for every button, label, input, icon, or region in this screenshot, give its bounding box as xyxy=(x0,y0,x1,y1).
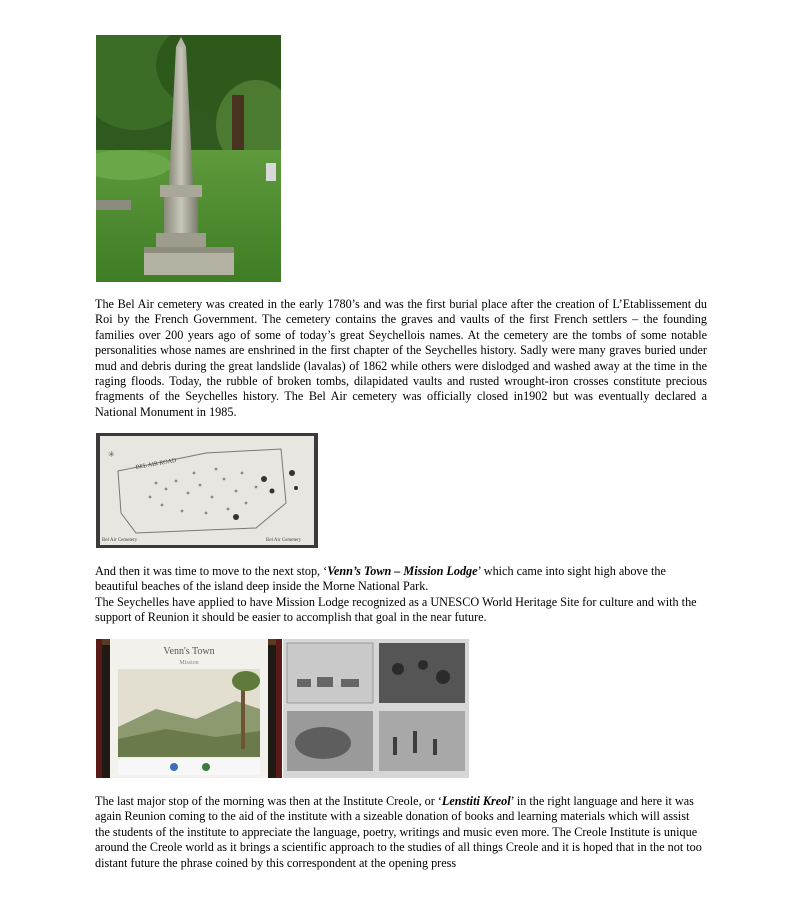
venn-subtitle: Mission xyxy=(179,660,199,666)
obelisk-illustration xyxy=(96,35,281,282)
engravings-illustration xyxy=(283,639,469,778)
p2-text-after: ’ which came into sight high above the beautiful beaches of the island deep inside the Morne National Park. xyxy=(95,564,666,594)
p2-emphasis: Venn’s Town – Mission Lodge xyxy=(327,564,478,578)
map-legend-right: Bel Air Cemetery xyxy=(266,538,302,543)
paragraph-institute-creole xyxy=(95,794,707,871)
p2-line2: The Seychelles have applied to have Mission Lodge recognized as a UNESCO World Heritage Site for culture and with the support of Reunion it should be easier to accomplish that goal in the near future. xyxy=(95,594,697,625)
venns-town-board-photo xyxy=(96,639,282,778)
map-legend-left: Bel Air Cemetery xyxy=(102,538,138,543)
cemetery-map-illustration xyxy=(96,433,318,548)
paragraph-venns-town xyxy=(95,564,707,626)
engravings-photo xyxy=(283,639,469,778)
p3-text-after: ’ in the right language and here it was again Reunion coming to the aid of the institute with a sizeable donation of books and learning materials which will assist the students of the institute to appreciate the language, poetry, writings and music even more. The Creole Institute is unique around the Creole world as it brings a scientific approach to the studies of all things Creole and it is hoped that in the not too distant future the phrase coined by this correspondent at the opening press xyxy=(95,794,702,870)
paragraph-bel-air-cemetery: The Bel Air cemetery was created in the early 1780’s and was the first burial place after the creation of L’Etablissement du Roi by the French Government. The cemetery contains the graves and vaults of the first French settlers – the founding families over 200 years ago of some of today’s great Seychellois names. At the cemetery are the tombs of some notable personalities whose names are enshrined in the first chapter of the Seychelles history. Sadly were many graves buried under mud and debris during the great landslide (lavalas) of 1862 while others were dislodged and washed away at the time in the raging floods. Today, the rubble of broken tombs, dilapidated vaults and rusted wrought-iron crosses constitute precious fragments of the Seychelles history. The Bel Air cemetery was officially closed in1902 but was eventually declared a National Monument in 1985. xyxy=(95,297,707,419)
p2-text-before: And then it was time to move to the next stop, ‘ xyxy=(95,564,328,578)
p3-text-before: The last major stop of the morning was then at the Institute Creole, or ‘ xyxy=(95,794,442,808)
p3-emphasis: Lenstiti Kreol xyxy=(441,794,511,808)
obelisk-photo xyxy=(96,35,281,282)
map-road-label: BEL AIR ROAD xyxy=(135,457,177,471)
venn-title: Venn's Town xyxy=(163,646,215,657)
cemetery-map-photo xyxy=(96,433,318,548)
venns-town-illustration xyxy=(96,639,282,778)
compass-icon: ✳ xyxy=(108,450,115,459)
